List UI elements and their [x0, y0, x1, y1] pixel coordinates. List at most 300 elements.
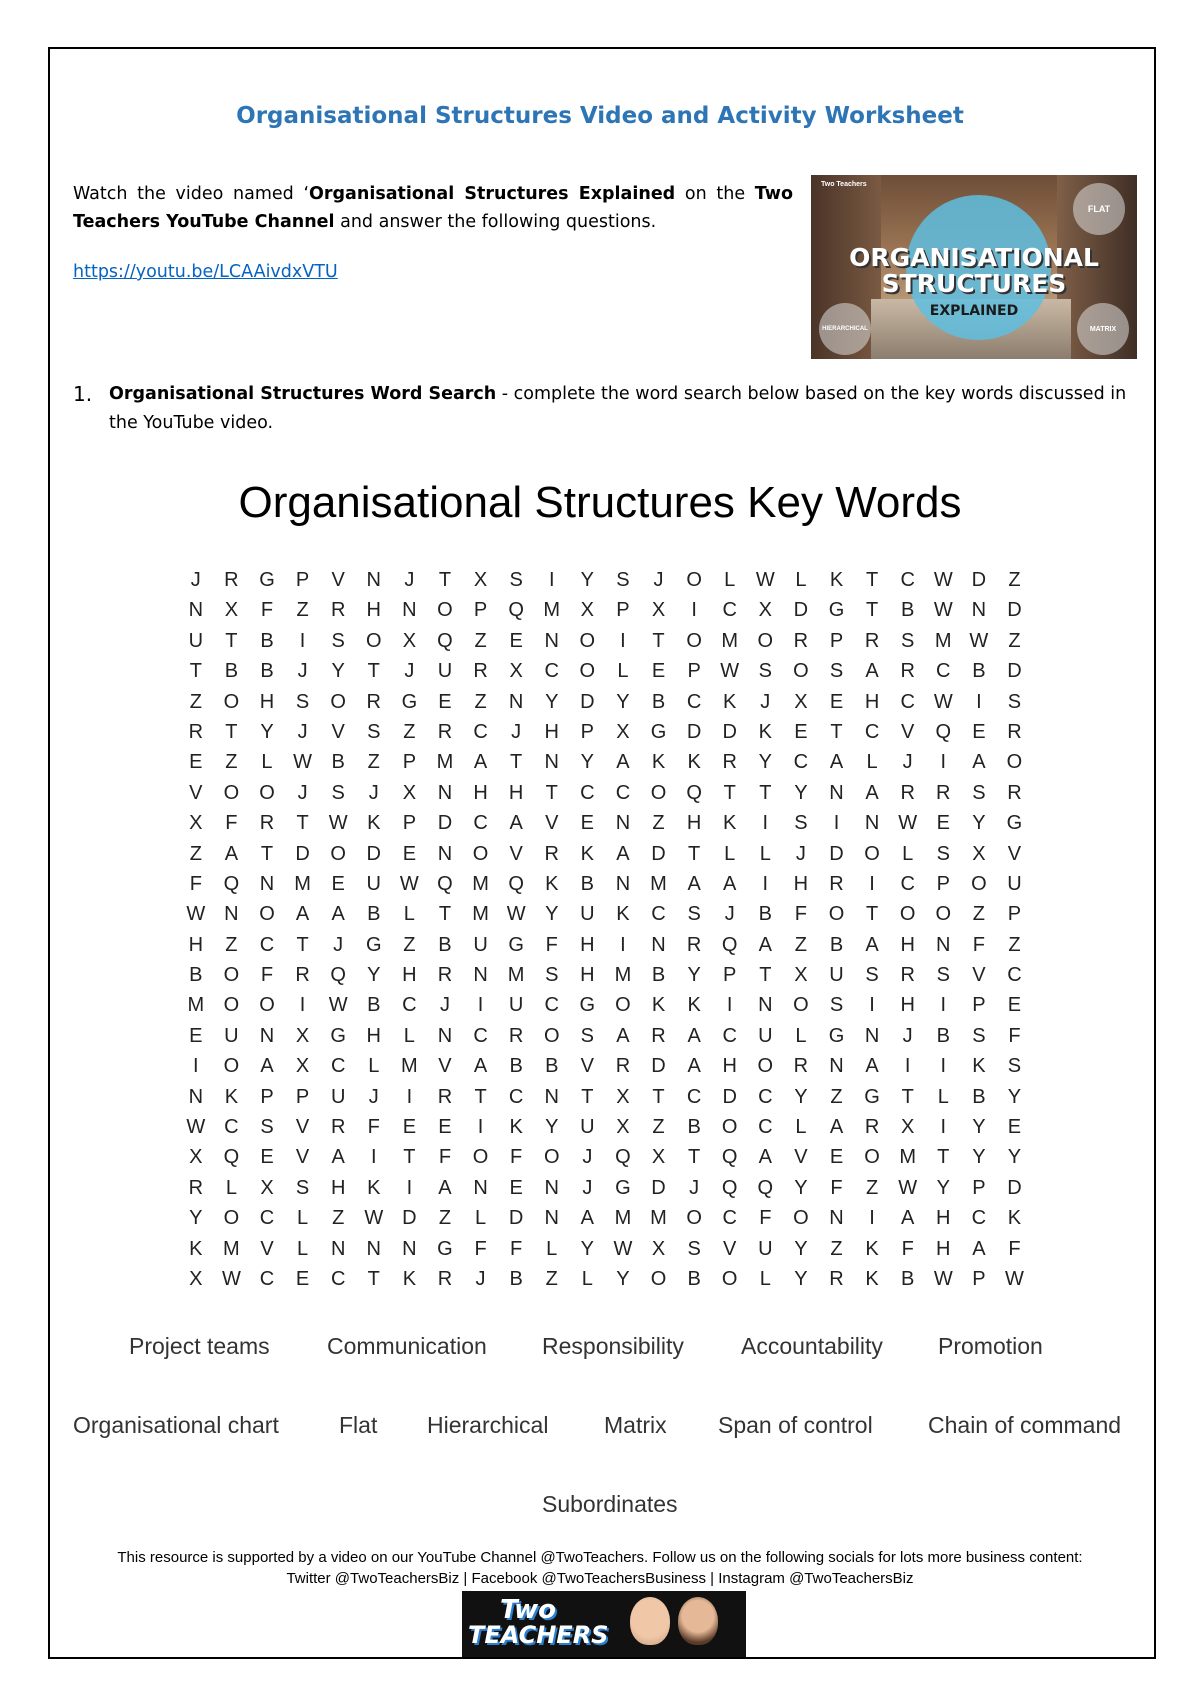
grid-letter[interactable]: V — [331, 720, 345, 743]
grid-letter[interactable]: O — [223, 964, 240, 987]
grid-letter[interactable]: F — [1008, 1237, 1021, 1260]
grid-letter[interactable]: C — [544, 660, 559, 683]
grid-letter[interactable]: Y — [545, 903, 559, 926]
grid-letter[interactable]: H — [936, 1207, 951, 1230]
grid-letter[interactable]: D — [580, 690, 595, 713]
grid-letter[interactable]: S — [1007, 690, 1022, 713]
grid-letter[interactable]: Y — [972, 1116, 986, 1139]
grid-letter[interactable]: T — [510, 751, 523, 774]
grid-letter[interactable]: D — [1007, 1176, 1022, 1199]
grid-letter[interactable]: O — [828, 903, 845, 926]
grid-letter[interactable]: J — [297, 660, 308, 683]
grid-letter[interactable]: N — [188, 599, 204, 622]
grid-letter[interactable]: S — [901, 629, 915, 652]
grid-letter[interactable]: T — [474, 1085, 487, 1108]
grid-letter[interactable]: Q — [686, 781, 702, 804]
grid-letter[interactable]: T — [581, 1085, 594, 1108]
grid-letter[interactable]: K — [580, 842, 594, 865]
grid-letter[interactable]: I — [193, 1055, 199, 1078]
grid-letter[interactable]: C — [473, 812, 488, 835]
grid-letter[interactable]: Q — [935, 720, 952, 743]
grid-letter[interactable]: T — [296, 933, 309, 956]
grid-letter[interactable]: N — [971, 599, 987, 622]
grid-letter[interactable]: O — [259, 994, 275, 1017]
grid-letter[interactable]: O — [899, 903, 916, 926]
grid-letter[interactable]: G — [401, 690, 418, 713]
grid-letter[interactable]: H — [900, 994, 915, 1017]
grid-letter[interactable]: W — [1005, 1267, 1024, 1290]
grid-letter[interactable]: N — [402, 599, 417, 622]
grid-letter[interactable]: P — [580, 720, 594, 743]
grid-letter[interactable]: B — [438, 933, 452, 956]
grid-letter[interactable]: C — [971, 1207, 987, 1230]
grid-letter[interactable]: V — [438, 1055, 452, 1078]
grid-letter[interactable]: E — [1007, 994, 1022, 1017]
grid-letter[interactable]: G — [508, 933, 524, 956]
grid-letter[interactable]: P — [972, 994, 986, 1017]
grid-letter[interactable]: S — [687, 903, 701, 926]
grid-letter[interactable]: F — [545, 933, 558, 956]
grid-letter[interactable]: E — [794, 720, 808, 743]
grid-letter[interactable]: A — [901, 1207, 915, 1230]
grid-letter[interactable]: R — [437, 1267, 453, 1290]
grid-letter[interactable]: N — [224, 903, 239, 926]
grid-letter[interactable]: Z — [830, 1085, 843, 1108]
grid-letter[interactable]: Q — [757, 1176, 774, 1199]
grid-letter[interactable]: V — [1007, 842, 1022, 865]
grid-letter[interactable]: P — [473, 599, 488, 622]
grid-letter[interactable]: X — [651, 599, 666, 622]
grid-letter[interactable]: C — [259, 1267, 275, 1290]
grid-letter[interactable]: F — [510, 1237, 523, 1260]
grid-letter[interactable]: E — [402, 1116, 417, 1139]
grid-letter[interactable]: T — [189, 660, 202, 683]
grid-letter[interactable]: J — [404, 569, 415, 591]
grid-letter[interactable]: J — [653, 569, 664, 591]
grid-letter[interactable]: U — [829, 964, 844, 987]
grid-letter[interactable]: C — [900, 872, 915, 895]
grid-letter[interactable]: C — [864, 720, 880, 743]
grid-letter[interactable]: J — [902, 751, 913, 774]
grid-letter[interactable]: T — [652, 629, 665, 652]
grid-letter[interactable]: G — [579, 994, 596, 1017]
grid-letter[interactable]: F — [830, 1176, 843, 1199]
grid-letter[interactable]: N — [366, 569, 381, 591]
grid-letter[interactable]: S — [794, 812, 808, 835]
grid-letter[interactable]: W — [933, 569, 953, 591]
grid-letter[interactable]: B — [651, 964, 666, 987]
grid-letter[interactable]: K — [865, 1237, 879, 1260]
grid-letter[interactable]: D — [651, 842, 666, 865]
grid-letter[interactable]: L — [617, 660, 629, 683]
grid-letter[interactable]: R — [864, 629, 880, 652]
grid-letter[interactable]: P — [829, 629, 844, 652]
grid-letter[interactable]: K — [651, 994, 666, 1017]
grid-letter[interactable]: D — [402, 1207, 417, 1230]
grid-letter[interactable]: A — [331, 903, 345, 926]
grid-letter[interactable]: K — [224, 1085, 239, 1108]
grid-letter[interactable]: C — [473, 1024, 488, 1047]
grid-letter[interactable]: M — [436, 751, 454, 774]
grid-letter[interactable]: A — [972, 1237, 986, 1260]
grid-letter[interactable]: J — [689, 1176, 700, 1199]
grid-letter[interactable]: O — [543, 1146, 560, 1169]
grid-letter[interactable]: A — [616, 1024, 630, 1047]
grid-letter[interactable]: O — [259, 781, 275, 804]
grid-letter[interactable]: D — [651, 1176, 666, 1199]
grid-letter[interactable]: C — [722, 1207, 737, 1230]
grid-letter[interactable]: L — [403, 903, 415, 926]
grid-letter[interactable]: W — [186, 1116, 206, 1139]
grid-letter[interactable]: R — [615, 1055, 631, 1078]
grid-letter[interactable]: I — [869, 1207, 875, 1230]
grid-letter[interactable]: D — [295, 842, 310, 865]
grid-letter[interactable]: S — [687, 1237, 701, 1260]
grid-letter[interactable]: K — [758, 720, 772, 743]
grid-letter[interactable]: B — [224, 660, 239, 683]
grid-letter[interactable]: P — [972, 1176, 986, 1199]
grid-letter[interactable]: N — [544, 1207, 559, 1230]
grid-letter[interactable]: S — [509, 569, 523, 591]
grid-letter[interactable]: Z — [865, 1176, 879, 1199]
grid-letter[interactable]: K — [687, 994, 701, 1017]
grid-letter[interactable]: O — [793, 994, 809, 1017]
grid-letter[interactable]: I — [299, 629, 306, 652]
grid-letter[interactable]: Z — [830, 1237, 843, 1260]
grid-letter[interactable]: M — [507, 964, 525, 987]
grid-letter[interactable]: R — [686, 933, 702, 956]
grid-letter[interactable]: P — [295, 569, 310, 591]
grid-letter[interactable]: T — [759, 781, 772, 804]
grid-letter[interactable]: T — [438, 903, 452, 926]
grid-letter[interactable]: K — [367, 1176, 381, 1199]
grid-letter[interactable]: J — [582, 1146, 593, 1169]
grid-letter[interactable]: M — [472, 872, 489, 895]
grid-letter[interactable]: N — [437, 1024, 453, 1047]
grid-letter[interactable]: B — [901, 1267, 915, 1290]
grid-letter[interactable]: Q — [721, 933, 738, 956]
grid-letter[interactable]: C — [758, 1085, 773, 1108]
grid-letter[interactable]: E — [189, 1024, 203, 1047]
grid-letter[interactable]: S — [972, 1024, 986, 1047]
grid-letter[interactable]: H — [366, 599, 381, 622]
grid-letter[interactable]: Z — [189, 690, 202, 713]
grid-letter[interactable]: B — [189, 964, 203, 987]
grid-letter[interactable]: I — [762, 872, 769, 895]
grid-letter[interactable]: K — [509, 1116, 523, 1139]
grid-letter[interactable]: X — [295, 1055, 310, 1078]
grid-letter[interactable]: S — [936, 964, 950, 987]
grid-letter[interactable]: Y — [794, 1085, 808, 1108]
grid-letter[interactable]: L — [795, 1116, 807, 1139]
grid-letter[interactable]: R — [651, 1024, 666, 1047]
grid-letter[interactable]: K — [616, 903, 630, 926]
grid-letter[interactable]: B — [651, 690, 666, 713]
grid-letter[interactable]: V — [545, 812, 559, 835]
grid-letter[interactable]: Q — [330, 964, 346, 987]
grid-letter[interactable]: I — [620, 629, 626, 652]
grid-letter[interactable]: P — [1007, 903, 1022, 926]
grid-letter[interactable]: Z — [794, 933, 807, 956]
grid-letter[interactable]: T — [865, 903, 879, 926]
grid-letter[interactable]: A — [723, 872, 737, 895]
grid-letter[interactable]: D — [366, 842, 381, 865]
grid-letter[interactable]: X — [189, 1146, 203, 1169]
wordsearch-grid[interactable] — [178, 565, 1032, 1294]
grid-letter[interactable]: U — [580, 1116, 595, 1139]
grid-letter[interactable]: F — [189, 872, 202, 895]
grid-letter[interactable]: D — [722, 1085, 737, 1108]
grid-letter[interactable]: M — [614, 1207, 632, 1230]
grid-letter[interactable]: Z — [367, 751, 380, 774]
grid-letter[interactable]: K — [723, 812, 737, 835]
grid-letter[interactable]: A — [580, 1207, 594, 1230]
grid-letter[interactable]: Z — [474, 690, 487, 713]
grid-letter[interactable]: E — [580, 812, 594, 835]
grid-letter[interactable]: D — [651, 1055, 666, 1078]
grid-letter[interactable]: U — [437, 660, 453, 683]
grid-letter[interactable]: R — [544, 842, 559, 865]
grid-letter[interactable]: A — [295, 903, 310, 926]
grid-letter[interactable]: V — [901, 720, 915, 743]
grid-letter[interactable]: V — [295, 1146, 310, 1169]
grid-letter[interactable]: A — [865, 1055, 879, 1078]
grid-letter[interactable]: O — [864, 842, 880, 865]
grid-letter[interactable]: L — [368, 1055, 380, 1078]
grid-letter[interactable]: O — [579, 660, 596, 683]
grid-letter[interactable]: E — [509, 629, 523, 652]
grid-letter[interactable]: E — [829, 690, 844, 713]
grid-letter[interactable]: P — [616, 599, 630, 622]
grid-letter[interactable]: X — [402, 781, 417, 804]
grid-letter[interactable]: L — [759, 1267, 771, 1290]
grid-letter[interactable]: M — [934, 629, 952, 652]
grid-letter[interactable]: A — [758, 933, 772, 956]
grid-letter[interactable]: L — [724, 569, 736, 591]
grid-letter[interactable]: A — [972, 751, 986, 774]
grid-letter[interactable]: O — [223, 690, 240, 713]
video-link[interactable]: https://youtu.be/LCAAivdxVTU — [73, 262, 338, 282]
grid-letter[interactable]: D — [437, 812, 453, 835]
grid-letter[interactable]: J — [511, 720, 522, 743]
grid-letter[interactable]: D — [1007, 660, 1022, 683]
grid-letter[interactable]: S — [545, 964, 559, 987]
grid-letter[interactable]: O — [721, 1267, 738, 1290]
grid-letter[interactable]: C — [259, 1207, 275, 1230]
grid-letter[interactable]: Y — [616, 1267, 630, 1290]
grid-letter[interactable]: L — [902, 842, 914, 865]
grid-letter[interactable]: O — [757, 629, 774, 652]
grid-letter[interactable]: J — [368, 1085, 379, 1108]
grid-letter[interactable]: U — [1007, 872, 1022, 895]
grid-letter[interactable]: Y — [794, 1267, 808, 1290]
grid-letter[interactable]: I — [299, 994, 306, 1017]
grid-letter[interactable]: S — [1007, 1055, 1022, 1078]
grid-letter[interactable]: I — [904, 1055, 911, 1078]
grid-letter[interactable]: V — [189, 781, 203, 804]
grid-letter[interactable]: C — [508, 1085, 524, 1108]
grid-letter[interactable]: O — [223, 1055, 240, 1078]
grid-letter[interactable]: O — [330, 690, 346, 713]
grid-letter[interactable]: J — [439, 994, 450, 1017]
grid-letter[interactable]: F — [794, 903, 807, 926]
grid-letter[interactable]: N — [615, 812, 631, 835]
grid-letter[interactable]: N — [544, 751, 559, 774]
grid-letter[interactable]: F — [1008, 1024, 1021, 1047]
grid-letter[interactable]: L — [297, 1237, 309, 1260]
grid-letter[interactable]: Q — [721, 1176, 738, 1199]
grid-letter[interactable]: X — [758, 599, 772, 622]
grid-letter[interactable]: W — [293, 751, 313, 774]
grid-letter[interactable]: O — [793, 660, 809, 683]
grid-letter[interactable]: M — [472, 903, 489, 926]
grid-letter[interactable]: R — [829, 1267, 844, 1290]
grid-letter[interactable]: N — [473, 964, 488, 987]
grid-letter[interactable]: S — [829, 994, 844, 1017]
grid-letter[interactable]: L — [866, 751, 878, 774]
grid-letter[interactable]: S — [865, 964, 879, 987]
grid-letter[interactable]: R — [722, 751, 737, 774]
grid-letter[interactable]: K — [545, 872, 559, 895]
grid-letter[interactable]: H — [330, 1176, 346, 1199]
grid-letter[interactable]: I — [940, 1055, 947, 1078]
grid-letter[interactable]: B — [367, 903, 381, 926]
grid-letter[interactable]: V — [509, 842, 523, 865]
grid-letter[interactable]: J — [760, 690, 771, 713]
grid-letter[interactable]: X — [260, 1176, 274, 1199]
grid-letter[interactable]: X — [473, 569, 488, 591]
grid-letter[interactable]: S — [616, 569, 630, 591]
grid-letter[interactable]: B — [509, 1267, 523, 1290]
grid-letter[interactable]: J — [297, 720, 308, 743]
grid-letter[interactable]: L — [474, 1207, 487, 1230]
grid-letter[interactable]: E — [260, 1146, 274, 1169]
grid-letter[interactable]: F — [260, 964, 274, 987]
grid-letter[interactable]: C — [686, 690, 702, 713]
grid-letter[interactable]: K — [723, 690, 737, 713]
grid-letter[interactable]: G — [828, 1024, 845, 1047]
grid-letter[interactable]: C — [793, 751, 809, 774]
grid-letter[interactable]: C — [686, 1085, 702, 1108]
grid-letter[interactable]: Z — [1008, 569, 1021, 591]
grid-letter[interactable]: Y — [972, 812, 986, 835]
grid-letter[interactable]: B — [972, 1085, 986, 1108]
grid-letter[interactable]: I — [869, 994, 875, 1017]
grid-letter[interactable]: J — [404, 660, 415, 683]
grid-letter[interactable]: T — [260, 842, 274, 865]
grid-letter[interactable]: D — [793, 599, 809, 622]
grid-letter[interactable]: H — [508, 781, 524, 804]
video-thumbnail[interactable] — [811, 175, 1137, 359]
grid-letter[interactable]: T — [438, 569, 452, 591]
grid-letter[interactable]: N — [330, 1237, 346, 1260]
grid-letter[interactable]: H — [936, 1237, 951, 1260]
grid-letter[interactable]: N — [544, 1085, 559, 1108]
grid-letter[interactable]: O — [686, 569, 702, 591]
grid-letter[interactable]: L — [937, 1085, 949, 1108]
grid-letter[interactable]: K — [651, 751, 666, 774]
grid-letter[interactable]: G — [615, 1176, 631, 1199]
grid-letter[interactable]: Q — [223, 872, 240, 895]
grid-letter[interactable]: Z — [652, 1116, 665, 1139]
grid-letter[interactable]: R — [900, 660, 915, 683]
grid-letter[interactable]: N — [864, 1024, 880, 1047]
grid-letter[interactable]: B — [687, 1267, 701, 1290]
grid-letter[interactable]: W — [933, 1267, 953, 1290]
grid-letter[interactable]: J — [902, 1024, 913, 1047]
grid-letter[interactable]: I — [691, 599, 697, 622]
grid-letter[interactable]: Y — [580, 1237, 594, 1260]
grid-letter[interactable]: Y — [189, 1207, 203, 1230]
grid-letter[interactable]: U — [580, 903, 595, 926]
grid-letter[interactable]: K — [1007, 1207, 1022, 1230]
grid-letter[interactable]: D — [971, 569, 987, 591]
grid-letter[interactable]: B — [687, 1116, 701, 1139]
grid-letter[interactable]: P — [723, 964, 737, 987]
grid-letter[interactable]: Y — [794, 781, 808, 804]
grid-letter[interactable]: A — [616, 751, 630, 774]
grid-letter[interactable]: I — [940, 1116, 947, 1139]
grid-letter[interactable]: M — [543, 599, 561, 622]
grid-letter[interactable]: S — [580, 1024, 594, 1047]
grid-letter[interactable]: V — [794, 1146, 808, 1169]
grid-letter[interactable]: W — [720, 660, 740, 683]
grid-letter[interactable]: D — [686, 720, 702, 743]
grid-letter[interactable]: R — [473, 660, 488, 683]
grid-letter[interactable]: R — [188, 1176, 204, 1199]
grid-letter[interactable]: C — [330, 1055, 346, 1078]
grid-letter[interactable]: Q — [615, 1146, 631, 1169]
grid-letter[interactable]: H — [402, 964, 417, 987]
grid-letter[interactable]: F — [225, 812, 238, 835]
grid-letter[interactable]: M — [294, 872, 311, 895]
grid-letter[interactable]: V — [331, 569, 345, 591]
grid-letter[interactable]: Z — [972, 903, 985, 926]
grid-letter[interactable]: O — [1006, 751, 1023, 774]
grid-letter[interactable]: Q — [437, 629, 453, 652]
grid-letter[interactable]: H — [366, 1024, 381, 1047]
grid-letter[interactable]: X — [189, 1267, 203, 1290]
grid-letter[interactable]: H — [722, 1055, 737, 1078]
grid-letter[interactable]: R — [224, 569, 239, 591]
grid-letter[interactable]: A — [473, 1055, 488, 1078]
grid-letter[interactable]: J — [368, 781, 379, 804]
grid-letter[interactable]: Q — [437, 872, 453, 895]
grid-letter[interactable]: W — [898, 1176, 918, 1199]
grid-letter[interactable]: O — [971, 872, 987, 895]
grid-letter[interactable]: E — [509, 1176, 523, 1199]
grid-letter[interactable]: Y — [331, 660, 345, 683]
grid-letter[interactable]: Y — [936, 1176, 950, 1199]
grid-letter[interactable]: G — [259, 569, 275, 591]
grid-letter[interactable]: H — [580, 964, 595, 987]
grid-letter[interactable]: C — [330, 1267, 346, 1290]
grid-letter[interactable]: Y — [972, 1146, 986, 1169]
grid-letter[interactable]: K — [189, 1237, 203, 1260]
grid-letter[interactable]: X — [402, 629, 417, 652]
grid-letter[interactable]: O — [365, 629, 382, 652]
grid-letter[interactable]: L — [225, 1176, 237, 1199]
grid-letter[interactable]: T — [688, 1146, 701, 1169]
grid-letter[interactable]: U — [473, 933, 488, 956]
grid-letter[interactable]: Y — [1007, 1085, 1022, 1108]
grid-letter[interactable]: L — [795, 1024, 807, 1047]
grid-letter[interactable]: B — [545, 1055, 559, 1078]
grid-letter[interactable]: E — [189, 751, 203, 774]
grid-letter[interactable]: B — [580, 872, 594, 895]
grid-letter[interactable]: I — [477, 994, 484, 1017]
grid-letter[interactable]: Z — [189, 842, 202, 865]
